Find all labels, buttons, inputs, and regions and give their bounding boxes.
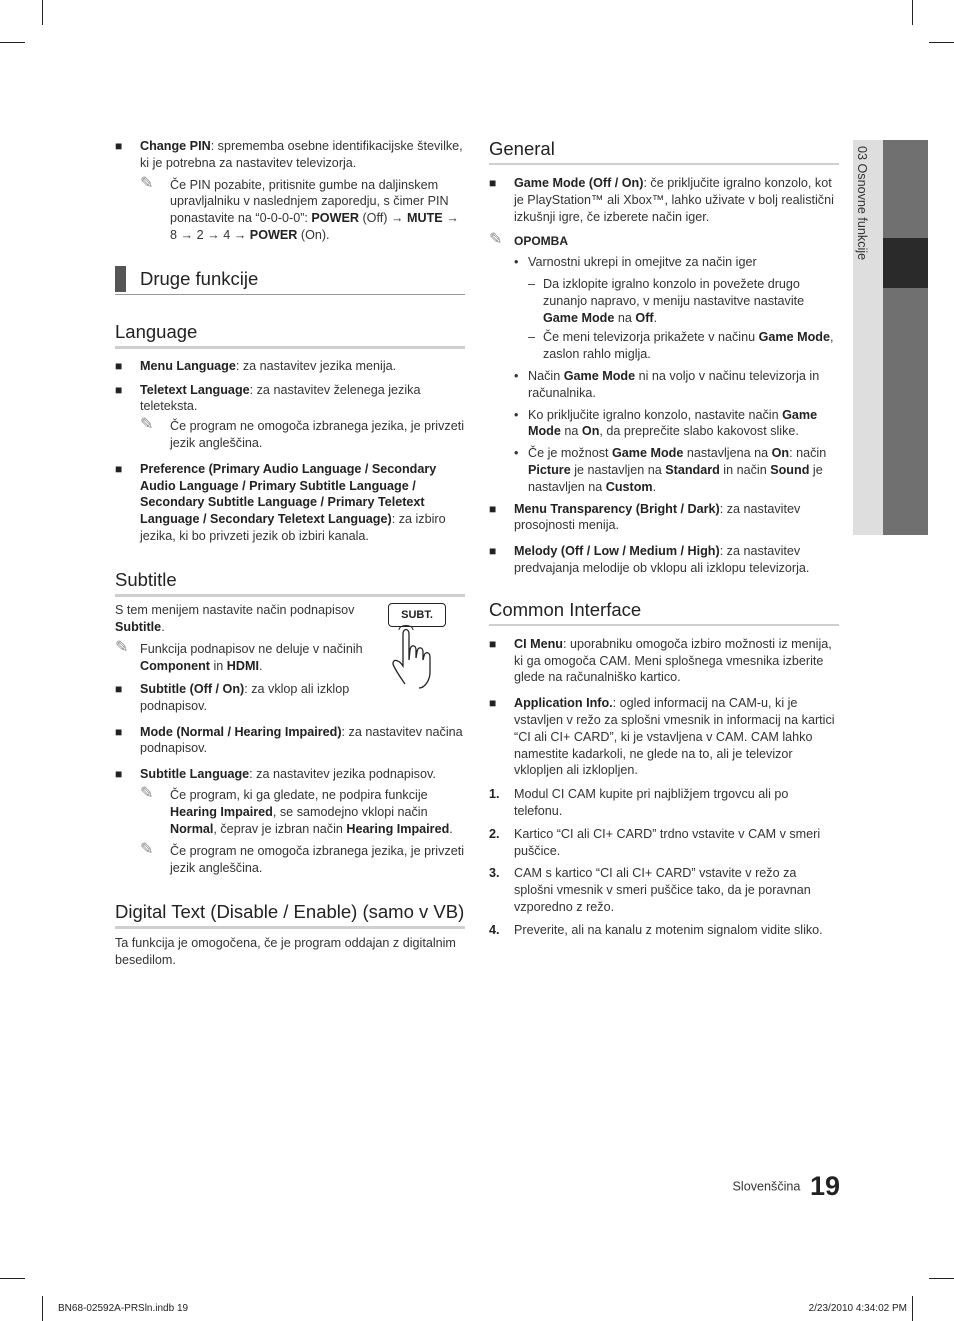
- pointing-hand-icon: [385, 600, 455, 690]
- change-pin-item: ■ Change PIN: sprememba osebne identifikacijske številke, ki je potrebna za nastavitev televizorja.: [115, 139, 463, 170]
- subtitle-language-note-2: ✎ Če program ne omogoča izbranega jezika, je privzeti jezik angleščina.: [140, 841, 465, 876]
- dot-bullet-icon: •: [514, 407, 519, 422]
- melody-item: ■ Melody (Off / Low / Medium / High): za nastavitev predvajanja melodije ob vklopu ali izklopu televizorja.: [489, 544, 810, 575]
- step-item: 4. Preverite, ali na kanalu z motenim signalom vidite sliko.: [489, 922, 823, 937]
- menu-language-item: ■ Menu Language: za nastavitev jezika menija.: [115, 358, 397, 373]
- mode-item: ■ Mode (Normal / Hearing Impaired): za nastavitev načina podnapisov.: [115, 724, 463, 756]
- subtitle-note: ✎ Funkcija podnapisov ne deluje v načinih Component in HDMI.: [115, 639, 363, 674]
- game-mode-bullet-3: • Ko priključite igralno konzolo, nastavite način Game Mode na On, da preprečite slabo kakovost slike.: [514, 407, 818, 439]
- preference-item: ■ Preference (Primary Audio Language / Secondary Audio Language / Primary Subtitle Language / Secondary Subtitle Language / Primary Teletext Language / Secondary Teletext Language): za izbiro jezika, ki bo privzeti jezik ob izbiri kanala.: [115, 461, 446, 543]
- note-pencil-icon: ✎: [140, 841, 154, 859]
- digital-text-heading: Digital Text (Disable / Enable) (samo v VB): [115, 901, 465, 929]
- game-mode-bullet-1: • Varnostni ukrepi in omejitve za način iger: [514, 255, 757, 270]
- note-pencil-icon: ✎: [489, 231, 503, 249]
- side-tab-marker: [883, 238, 928, 288]
- general-heading: General: [489, 138, 839, 165]
- square-bullet-icon: ■: [489, 696, 497, 711]
- application-info-item: ■ Application Info.: ogled informacij na CAM-u, ki je vstavljen v režo za splošni vmesnik in informacij na kartici “CI ali CI+ CARD”, ki je vstavljena v CAM. CAM lahko namestite kadarkoli, ne glede na to, ali je televizor vklopljen ali izklopljen.: [489, 696, 835, 778]
- subtitle-heading: Subtitle: [115, 569, 465, 597]
- dot-bullet-icon: •: [514, 255, 519, 270]
- step-item: 2. Kartico “CI ali CI+ CARD” trdno vstavite v CAM v smeri puščice.: [489, 826, 821, 858]
- square-bullet-icon: ■: [115, 767, 123, 782]
- square-bullet-icon: ■: [489, 544, 497, 559]
- square-bullet-icon: ■: [115, 461, 123, 476]
- square-bullet-icon: ■: [115, 681, 123, 696]
- language-heading: Language: [115, 321, 465, 349]
- subt-button-icon: SUBT.: [388, 603, 446, 627]
- step-item: 1. Modul CI CAM kupite pri najbližjem trgovcu ali po telefonu.: [489, 787, 789, 818]
- square-bullet-icon: ■: [115, 139, 123, 153]
- square-bullet-icon: ■: [115, 358, 123, 373]
- heading-bar: [115, 266, 126, 292]
- footer-date: 2/23/2010 4:34:02 PM: [808, 1303, 907, 1314]
- note-pencil-icon: ✎: [115, 639, 129, 657]
- opomba-label: ✎ OPOMBA: [489, 231, 568, 249]
- change-pin-note: ✎ Če PIN pozabite, pritisnite gumbe na daljinskem upravljalniku v naslednjem zaporedju, s čimer PIN ponastavite na “0-0-0-0”: POWER (Off) → MUTE → 8 → 2 → 4 → POWER (On).: [140, 174, 459, 242]
- subtitle-language-note-1: ✎ Če program, ki ga gledate, ne podpira funkcije Hearing Impaired, se samodejno vklopi način Normal, čeprav je izbran način Hearing Impaired.: [140, 784, 453, 836]
- menu-transparency-item: ■ Menu Transparency (Bright / Dark): za nastavitev prosojnosti menija.: [489, 501, 801, 533]
- side-tab-label: 03 Osnovne funkcije: [855, 146, 869, 261]
- game-mode-dash-1: – Da izklopite igralno konzolo in povežete drugo zunanjo napravo, v meniju nastavitve nastavite Game Mode na Off.: [528, 276, 805, 325]
- subtitle-language-item: ■ Subtitle Language: za nastavitev jezika podnapisov.: [115, 767, 436, 782]
- game-mode-bullet-2: • Način Game Mode ni na voljo v načinu televizorja in računalnika.: [514, 368, 820, 400]
- note-pencil-icon: ✎: [140, 174, 154, 192]
- druge-funkcije-heading: Druge funkcije: [115, 266, 465, 295]
- subtitle-intro: S tem menijem nastavite način podnapisov Subtitle.: [115, 602, 355, 634]
- subtitle-onoff-item: ■ Subtitle (Off / On): za vklop ali izklop podnapisov.: [115, 681, 350, 713]
- square-bullet-icon: ■: [115, 724, 123, 739]
- square-bullet-icon: ■: [489, 501, 497, 516]
- left-column: [115, 138, 465, 969]
- common-interface-heading: Common Interface: [489, 599, 839, 626]
- game-mode-dash-2: – Če meni televizorja prikažete v načinu Game Mode, zaslon rahlo miglja.: [528, 330, 834, 362]
- teletext-language-item: ■ Teletext Language: za nastavitev želenega jezika teleteksta.: [115, 382, 421, 414]
- note-pencil-icon: ✎: [140, 416, 154, 434]
- game-mode-item: ■ Game Mode (Off / On): če priključite igralno konzolo, kot je PlayStation™ ali Xbox™, lahko uživate v bolj realistični izkušnji igre, če izberete način iger.: [489, 176, 834, 224]
- page-language: Slovenščina: [732, 1179, 801, 1194]
- note-pencil-icon: ✎: [140, 784, 154, 802]
- footer-file: BN68-02592A-PRSln.indb 19: [58, 1303, 189, 1314]
- side-tab-dark-band: [883, 140, 928, 535]
- dot-bullet-icon: •: [514, 446, 519, 461]
- game-mode-bullet-4: • Če je možnost Game Mode nastavljena na On: način Picture je nastavljen na Standard in način Sound je nastavljen na Custom.: [514, 446, 827, 494]
- page-number-block: [700, 1171, 840, 1202]
- subtitle-intro-block: [115, 602, 465, 675]
- page-number: 19: [809, 1171, 840, 1202]
- right-column: [489, 138, 839, 944]
- subt-remote-illustration: [385, 600, 455, 690]
- square-bullet-icon: ■: [115, 382, 123, 397]
- step-item: 3. CAM s kartico “CI ali CI+ CARD” vstavite v režo za splošni vmesnik v smeri puščice tako, da je poravnan vzporedno z režo.: [489, 866, 811, 914]
- square-bullet-icon: ■: [489, 176, 497, 190]
- teletext-language-note: ✎ Če program ne omogoča izbranega jezika, je privzeti jezik angleščina.: [140, 416, 465, 450]
- digital-text-description: Ta funkcija je omogočena, če je program oddajan z digitalnim besedilom.: [115, 935, 456, 967]
- dot-bullet-icon: •: [514, 368, 519, 383]
- ci-menu-item: ■ CI Menu: uporabniku omogoča izbiro možnosti iz menija, ki ga omogoča CAM. Meni splošnega vmesnika izberite glede na računalniško kartico.: [489, 636, 832, 685]
- square-bullet-icon: ■: [489, 636, 497, 651]
